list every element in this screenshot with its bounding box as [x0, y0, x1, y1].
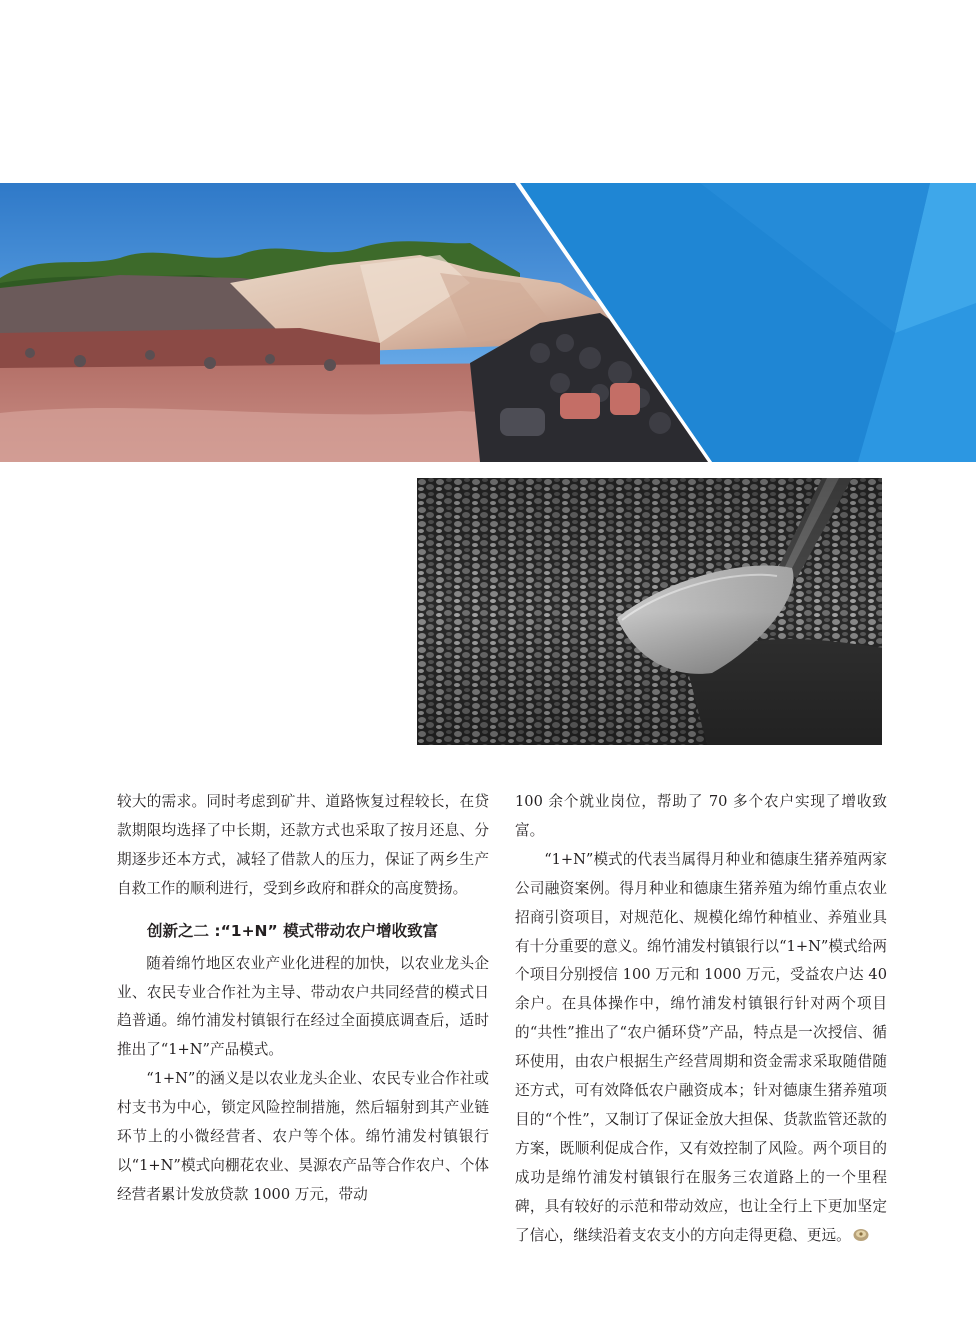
- quarry-landscape-photo: [0, 183, 976, 462]
- banner-image: [0, 183, 976, 462]
- paragraph: 随着绵竹地区农业产业化进程的加快，以农业龙头企业、农民专业合作社为主导、带动农户共同经营的模式日趋普通。绵竹浦发村镇银行在经过全面摸底调查后，适时推出了“1+N”产品模式。: [117, 954, 489, 1059]
- paragraph: 100 余个就业岗位，帮助了 70 多个农户实现了增收致富。: [515, 793, 887, 839]
- gravel-photo: [417, 478, 882, 745]
- end-mark-icon: [853, 1228, 869, 1242]
- article-right-column: [515, 788, 887, 1251]
- paragraph: 较大的需求。同时考虑到矿井、道路恢复过程较长，在贷款期限均选择了中长期，还款方式也采取了按月还息、分期逐步还本方式，减轻了借款人的压力，保证了两乡生产自救工作的顺利进行，受到乡政府和群众的高度赞扬。: [117, 793, 489, 897]
- paragraph: [515, 846, 887, 1251]
- paragraph-text: “1+N”模式的代表当属得月种业和德康生猪养殖两家公司融资案例。得月种业和德康生猪养殖为绵竹重点农业招商引资项目，对规范化、规模化绵竹种植业、养殖业具有十分重要的意义。绵竹浦发村镇银行以“1+N”模式给两个项目分别授信 100 万元和 1000 万元，受益农户达 40 余户。在具体操作中，绵竹浦发村镇银行针对两个项目的“共性”推出了“农户循环贷”产品，特点是一次授信、循环使用，由农户根据生产经营周期和资金需求采取随借随还方式，可有效降低农户融资成本；针对德康生猪养殖项目的“个性”，又制订了保证金放大担保、货款监管还款的方案，既顺利促成合作，又有效控制了风险。两个项目的成功是绵竹浦发村镇银行在服务三农道路上的一个里程碑，具有较好的示范和带动效应，也让全行上下更加坚定了信心，继续沿着支农支小的方向走得更稳、更远。: [515, 850, 887, 1244]
- section-heading: 创新之二 :“1+N” 模式带动农户增收致富: [147, 921, 439, 940]
- article-left-column: [117, 788, 489, 1210]
- gravel-shovel-photo: [417, 478, 882, 745]
- paragraph: “1+N”的涵义是以农业龙头企业、农民专业合作社或村支书为中心，锁定风险控制措施，然后辐射到其产业链环节上的小微经营者、农户等个体。绵竹浦发村镇银行以“1+N”模式向棚花农业、昊源农产品等合作农户、个体经营者累计发放贷款 1000 万元，带动: [117, 1070, 489, 1203]
